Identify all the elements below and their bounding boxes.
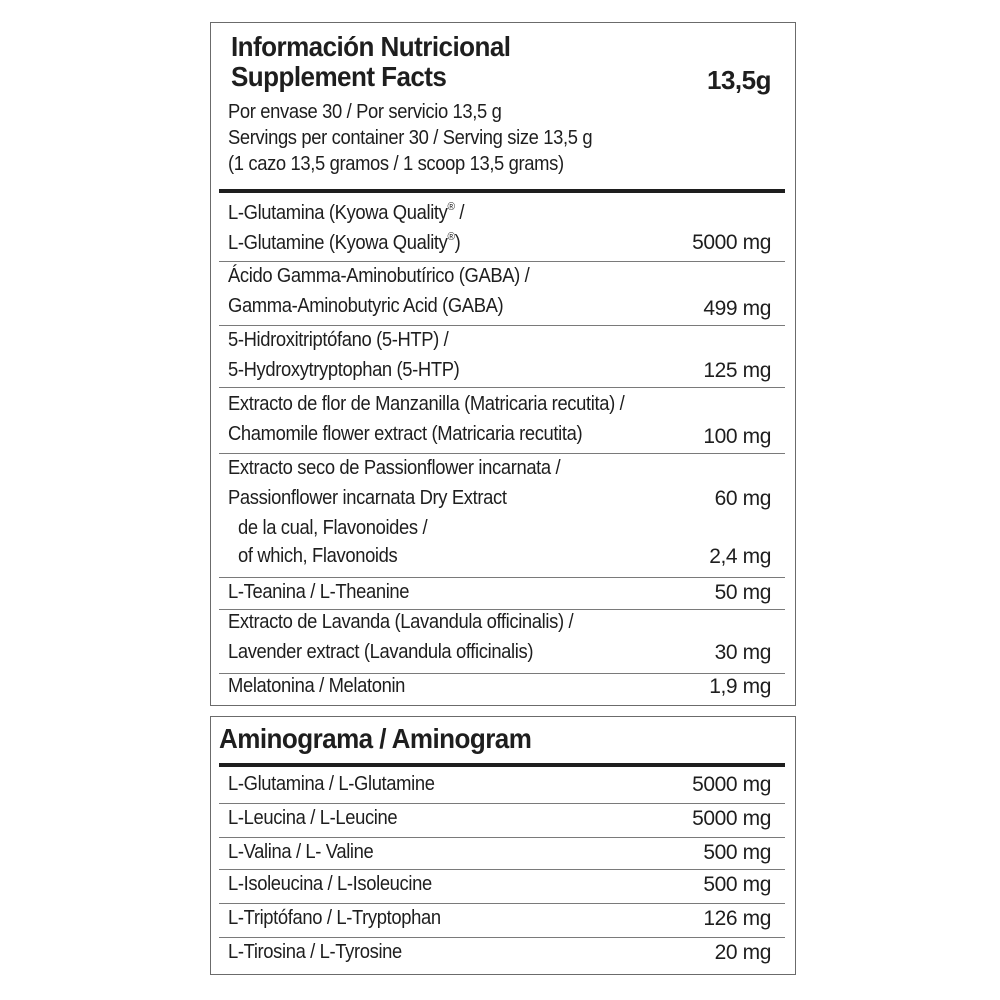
row-divider: [219, 453, 785, 454]
serving-info-line: Servings per container 30 / Serving size 13,5 g: [228, 127, 593, 149]
nutrient-label: 5-Hidroxitriptófano (5-HTP) /: [228, 329, 449, 351]
row-divider: [219, 803, 785, 804]
serving-weight: 13,5g: [707, 65, 771, 95]
amino-label: L-Leucina / L-Leucine: [228, 807, 398, 829]
amino-label: L-Isoleucina / L-Isoleucine: [228, 873, 432, 895]
nutrient-amount: 60 mg: [714, 487, 771, 510]
amino-amount: 5000 mg: [692, 773, 771, 796]
amino-amount: 20 mg: [714, 941, 771, 964]
nutrient-amount: 50 mg: [714, 581, 771, 604]
title-english: Supplement Facts: [231, 61, 447, 92]
title-spanish: Información Nutricional: [231, 31, 511, 62]
nutrient-amount: 1,9 mg: [709, 675, 771, 698]
amino-label: L-Tirosina / L-Tyrosine: [228, 941, 402, 963]
nutrient-label: Chamomile flower extract (Matricaria recutita): [228, 423, 583, 445]
amino-label: L-Glutamina / L-Glutamine: [228, 773, 435, 795]
serving-info-line: Por envase 30 / Por servicio 13,5 g: [228, 101, 502, 123]
thick-divider: [219, 189, 785, 193]
nutrient-subamount: 2,4 mg: [709, 545, 771, 568]
amino-label: L-Triptófano / L-Tryptophan: [228, 907, 441, 929]
thick-divider: [219, 763, 785, 767]
nutrient-label: Gamma-Aminobutyric Acid (GABA): [228, 295, 504, 317]
row-divider: [219, 261, 785, 262]
nutrient-amount: 499 mg: [703, 297, 771, 320]
nutrient-label: L-Teanina / L-Theanine: [228, 581, 410, 603]
nutrient-label: L-Glutamina (Kyowa Quality® /: [228, 201, 465, 224]
row-divider: [219, 609, 785, 610]
aminogram-title: Aminograma / Aminogram: [219, 723, 532, 754]
nutrient-label: Extracto de Lavanda (Lavandula officinalis) /: [228, 611, 574, 633]
serving-info-line: (1 cazo 13,5 gramos / 1 scoop 13,5 grams): [228, 153, 564, 175]
row-divider: [219, 903, 785, 904]
amino-amount: 500 mg: [703, 873, 771, 896]
nutrient-amount: 100 mg: [703, 425, 771, 448]
row-divider: [219, 869, 785, 870]
nutrient-label: Lavender extract (Lavandula officinalis): [228, 641, 534, 663]
amino-amount: 500 mg: [703, 841, 771, 864]
nutrient-label: Ácido Gamma-Aminobutírico (GABA) /: [228, 265, 530, 287]
nutrient-sublabel: de la cual, Flavonoides /: [238, 517, 428, 539]
nutrient-label: Melatonina / Melatonin: [228, 675, 406, 697]
supplement-facts-panel: [210, 22, 796, 706]
nutrient-label: L-Glutamine (Kyowa Quality®): [228, 231, 461, 254]
amino-amount: 5000 mg: [692, 807, 771, 830]
row-divider: [219, 937, 785, 938]
amino-label: L-Valina / L- Valine: [228, 841, 374, 863]
aminogram-panel: [210, 716, 796, 975]
nutrient-label: Extracto de flor de Manzanilla (Matricaria recutita) /: [228, 393, 625, 415]
row-divider: [219, 673, 785, 674]
amino-amount: 126 mg: [703, 907, 771, 930]
nutrient-amount: 30 mg: [714, 641, 771, 664]
nutrient-label: Extracto seco de Passionflower incarnata /: [228, 457, 561, 479]
row-divider: [219, 577, 785, 578]
nutrient-label: Passionflower incarnata Dry Extract: [228, 487, 507, 509]
nutrient-label: 5-Hydroxytryptophan (5-HTP): [228, 359, 460, 381]
nutrient-sublabel: of which, Flavonoids: [238, 545, 398, 567]
nutrient-amount: 125 mg: [703, 359, 771, 382]
row-divider: [219, 325, 785, 326]
row-divider: [219, 837, 785, 838]
nutrient-amount: 5000 mg: [692, 231, 771, 254]
row-divider: [219, 387, 785, 388]
